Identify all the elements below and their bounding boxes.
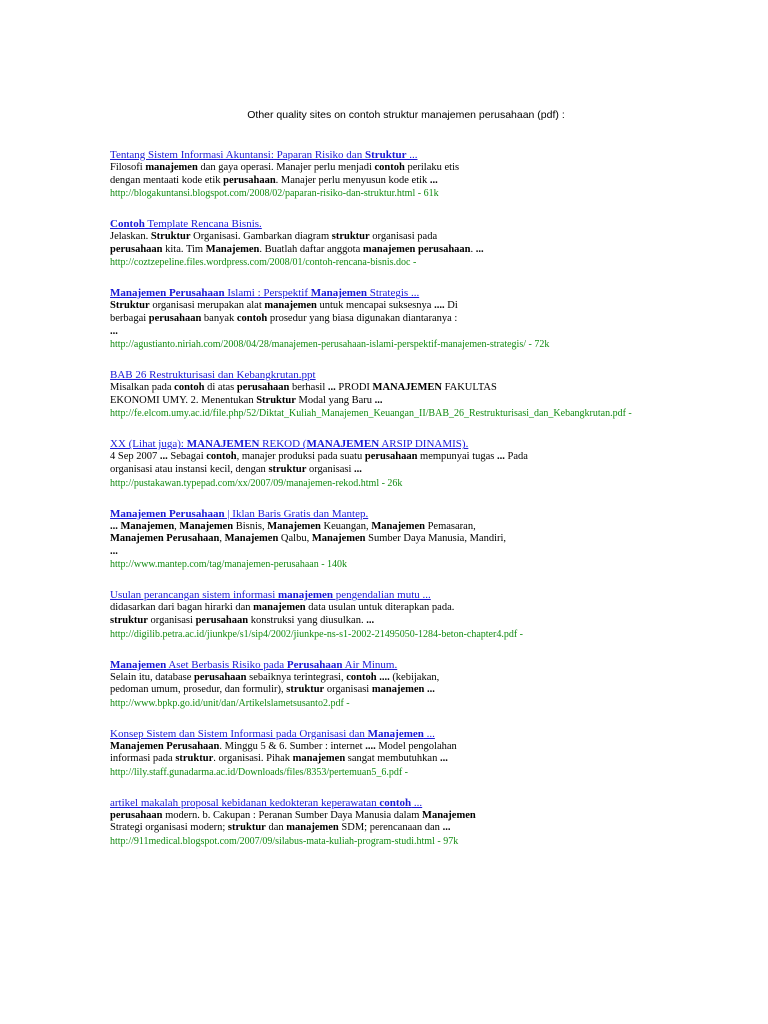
result-url: http://blogakuntansi.blogspot.com/2008/02/paparan-risiko-dan-struktur.html - 61k [110, 188, 439, 200]
keyword-highlight: manajemen perusahaan [362, 243, 471, 255]
keyword-highlight: Manajemen Perusahaan [110, 507, 225, 520]
search-result [110, 796, 710, 848]
result-url: http://lily.staff.gunadarma.ac.id/Downloads/files/8353/pertemuan5_6.pdf - [110, 766, 408, 778]
keyword-highlight: Manajemen Perusahaan [110, 287, 225, 300]
text-segment: (kebijakan, [389, 671, 440, 683]
result-snippet-line [110, 326, 710, 339]
keyword-highlight: Manajemen [205, 243, 260, 255]
result-url: http://digilib.petra.ac.id/jiunkpe/s1/sip4/2002/jiunkpe-ns-s1-2002-21495050-1284-beton-chapter4.pdf - [110, 628, 523, 640]
keyword-highlight: perusahaan [148, 312, 202, 324]
result-snippet-line [110, 231, 710, 244]
keyword-highlight: contoh [206, 451, 237, 463]
result-snippet-line [110, 741, 710, 754]
keyword-highlight: manajemen [286, 822, 339, 834]
text-segment: , [174, 520, 180, 532]
keyword-highlight: ... [429, 174, 438, 186]
text-segment: organisasi [306, 463, 354, 475]
text-segment: perilaku etis [404, 162, 460, 173]
text-segment: berbagai [110, 312, 149, 324]
text-segment: dan gaya operasi. Manajer perlu menjadi [197, 162, 375, 173]
keyword-highlight: Manajemen [371, 520, 425, 532]
result-title-link[interactable] [110, 217, 710, 231]
keyword-highlight: ... [366, 614, 375, 626]
keyword-highlight: Manajemen [267, 520, 321, 532]
text-segment: Misalkan pada [110, 382, 175, 394]
text-segment: berhasil [289, 382, 328, 394]
text-segment: organisasi merupakan alat [149, 300, 265, 312]
keyword-highlight: perusahaan [110, 243, 163, 255]
keyword-highlight: Struktur [110, 300, 150, 312]
text-segment: , manajer produksi pada suatu [236, 451, 365, 463]
keyword-highlight: MANAJEMEN [306, 438, 380, 451]
text-segment: Usulan perancangan sistem informasi [110, 589, 279, 602]
result-title-link[interactable] [110, 148, 710, 162]
text-segment: Konsep Sistem dan Sistem Informasi pada Organisasi dan [110, 727, 368, 740]
keyword-highlight: .... [434, 300, 445, 312]
text-segment: Sebagai [167, 451, 207, 463]
result-snippet-line [110, 313, 710, 326]
keyword-highlight: ... [110, 325, 118, 337]
keyword-highlight: Manajemen [110, 658, 167, 671]
result-url: http://www.mantep.com/tag/manajemen-perusahaan - 140k [110, 559, 348, 571]
text-segment: untuk mencapai suksesnya [316, 300, 435, 312]
text-segment: PRODI [335, 382, 373, 394]
text-segment: data usulan untuk diterapkan pada. [305, 602, 455, 614]
keyword-highlight: ... Manajemen [110, 520, 175, 532]
text-segment: Strategi organisasi modern; [110, 822, 228, 834]
text-segment: dan [265, 822, 287, 834]
text-segment: prosedur yang biasa digunakan diantaranya : [267, 312, 458, 324]
text-segment: ... [423, 727, 435, 740]
keyword-highlight: struktur [268, 463, 307, 475]
page-heading: Other quality sites on contoh struktur manajemen perusahaan (pdf) : [247, 109, 565, 121]
text-segment: informasi pada [110, 753, 176, 765]
text-segment: sebaiknya terintegrasi, [246, 671, 347, 683]
text-segment: Bisnis, [233, 520, 268, 532]
result-snippet-line [110, 175, 710, 188]
keyword-highlight: Manajemen [422, 809, 476, 821]
keyword-highlight: perusahaan [236, 382, 290, 394]
result-title-link[interactable] [110, 796, 710, 810]
keyword-highlight: perusahaan [193, 671, 247, 683]
text-segment: Pada [504, 451, 528, 463]
result-title-link[interactable] [110, 727, 710, 741]
keyword-highlight: Contoh [110, 218, 145, 231]
result-snippet-line [110, 464, 710, 477]
result-snippet-line [110, 672, 710, 685]
keyword-highlight: ... [354, 463, 362, 475]
keyword-highlight: Struktur [364, 149, 407, 161]
keyword-highlight: manajemen [264, 300, 317, 312]
keyword-highlight: manajemen [253, 602, 306, 614]
text-segment: | Iklan Baris Gratis dan Mantep. [224, 507, 369, 520]
keyword-highlight: ... [327, 382, 336, 394]
result-url: http://agustianto.niriah.com/2008/04/28/manajemen-perusahaan-islami-perspektif-manajemen-strategis/ - 72k [110, 339, 550, 351]
keyword-highlight: MANAJEMEN [372, 382, 442, 394]
text-segment: Selain itu, database [110, 671, 194, 683]
keyword-highlight: perusahaan [223, 174, 276, 186]
keyword-highlight: manajemen [145, 162, 198, 173]
text-segment: kita. Tim [162, 243, 206, 255]
text-segment: . organisasi. Pihak [213, 753, 293, 765]
text-segment: EKONOMI UMY. 2. Menentukan [110, 394, 257, 406]
search-result [110, 437, 710, 489]
result-snippet-line [110, 451, 710, 464]
result-url: http://911medical.blogspot.com/2007/09/silabus-mata-kuliah-program-studi.html - 97k [110, 836, 459, 848]
text-segment: Qalbu, [278, 533, 312, 545]
result-title-link[interactable] [110, 588, 710, 602]
text-segment: Tentang Sistem Informasi Akuntansi: Paparan Risiko dan [110, 149, 365, 161]
keyword-highlight: manajemen [292, 753, 346, 765]
result-snippet-line [110, 546, 710, 559]
keyword-highlight: struktur [227, 822, 266, 834]
text-segment: SDM; perencanaan dan [338, 822, 443, 834]
keyword-highlight: ... [374, 394, 383, 406]
result-title-link[interactable] [110, 437, 710, 451]
result-snippet-line [110, 395, 710, 408]
keyword-highlight: manajemen [278, 589, 334, 602]
keyword-highlight: Manajemen [367, 727, 424, 740]
result-snippet-line [110, 521, 710, 534]
search-result [110, 588, 710, 640]
keyword-highlight: ... [439, 753, 448, 765]
keyword-highlight: ... [159, 451, 168, 463]
keyword-highlight: struktur [110, 614, 148, 626]
keyword-highlight: contoh [346, 671, 377, 683]
text-segment: Jelaskan. [110, 231, 151, 243]
keyword-highlight: Manajemen Perusahaan [110, 533, 220, 545]
text-segment: Modal yang Baru [295, 394, 375, 406]
text-segment: sangat membutuhkan [345, 753, 440, 765]
result-url: http://pustakawan.typepad.com/xx/2007/09/manajemen-rekod.html - 26k [110, 477, 403, 489]
text-segment: artikel makalah proposal kebidanan kedokteran keperawatan [110, 796, 380, 809]
text-segment: Islami : Perspektif [224, 287, 311, 300]
keyword-highlight: .... [365, 740, 376, 752]
results-list [110, 148, 710, 865]
keyword-highlight: Manajemen [224, 533, 279, 545]
keyword-highlight: Manajemen [179, 520, 234, 532]
text-segment: Sumber Daya Manusia, Mandiri, [365, 533, 507, 545]
text-segment: Model pengolahan [375, 740, 457, 752]
text-segment: Di [444, 300, 458, 312]
keyword-highlight: struktur [331, 231, 370, 243]
keyword-highlight: Manajemen [311, 533, 366, 545]
keyword-highlight: Struktur [256, 394, 296, 406]
keyword-highlight: Perusahaan [286, 658, 343, 671]
text-segment: organisasi pada [369, 231, 438, 243]
keyword-highlight: ... [442, 822, 451, 834]
text-segment: . Minggu 5 & 6. Sumber : internet [219, 740, 366, 752]
result-snippet-line [110, 810, 710, 823]
keyword-highlight: struktur [175, 753, 214, 765]
text-segment: XX (Lihat juga): [110, 438, 187, 451]
text-segment: Air Minum. [342, 658, 398, 671]
text-segment: ... [411, 796, 423, 809]
text-segment: , [219, 533, 225, 545]
result-title-link[interactable] [110, 368, 710, 382]
keyword-highlight: ... [110, 545, 118, 557]
keyword-highlight: contoh [174, 382, 205, 394]
search-result [110, 658, 710, 710]
text-segment: banyak [201, 312, 237, 324]
text-segment: . [470, 243, 476, 255]
result-snippet-line [110, 615, 710, 628]
keyword-highlight: struktur [286, 684, 325, 696]
text-segment: BAB 26 Restrukturisasi dan Kebangkrutan.ppt [110, 369, 316, 382]
result-url: http://coztzepeline.files.wordpress.com/2008/01/contoh-rencana-bisnis.doc - [110, 257, 417, 269]
keyword-highlight: ... [426, 684, 435, 696]
text-segment: Filosofi [110, 162, 146, 173]
keyword-highlight: Manajemen Perusahaan [110, 740, 220, 752]
result-snippet-line [110, 162, 710, 175]
keyword-highlight: perusahaan [364, 451, 418, 463]
result-url: http://fe.elcom.umy.ac.id/file.php/52/Diktat_Kuliah_Manajemen_Keuangan_II/BAB_26_Restrukturisasi_dan_Kebangkrutan.pdf - [110, 408, 632, 420]
text-segment: pengendalian mutu ... [333, 589, 431, 602]
keyword-highlight: Manajemen [310, 287, 367, 300]
text-segment: REKOD ( [259, 438, 307, 451]
text-segment: konstruksi yang diusulkan. [248, 614, 367, 626]
text-segment: Template Rencana Bisnis. [144, 218, 262, 231]
text-segment: modern. b. Cakupan : Peranan Sumber Daya Manusia dalam [162, 809, 423, 821]
result-title-link[interactable] [110, 507, 710, 521]
text-segment: Organisasi. Gambarkan diagram [190, 231, 332, 243]
search-result [110, 148, 710, 200]
keyword-highlight: manajemen [371, 684, 425, 696]
keyword-highlight: contoh [236, 312, 268, 324]
keyword-highlight: perusahaan [195, 614, 249, 626]
result-url: http://www.bpkp.go.id/unit/dan/Artikelslametsusanto2.pdf - [110, 697, 350, 709]
keyword-highlight: perusahaan [110, 809, 163, 821]
result-snippet-line [110, 244, 710, 257]
result-title-link[interactable] [110, 286, 710, 300]
result-snippet-line [110, 602, 710, 615]
text-segment: dengan mentaati kode etik [110, 174, 224, 186]
text-segment: . Manajer perlu menyusun kode etik [275, 174, 430, 186]
keyword-highlight: ... [475, 243, 484, 255]
result-snippet-line [110, 753, 710, 766]
result-title-link[interactable] [110, 658, 710, 672]
keyword-highlight: MANAJEMEN [186, 438, 260, 451]
keyword-highlight: contoh [379, 796, 412, 809]
text-segment: Strategis ... [366, 287, 420, 300]
search-result [110, 507, 710, 572]
text-segment: pedoman umum, prosedur, dan formulir), [110, 684, 287, 696]
text-segment: Keuangan, [320, 520, 372, 532]
text-segment: ... [406, 149, 418, 161]
search-result [110, 217, 710, 269]
search-result [110, 727, 710, 779]
text-segment: organisasi atau instansi kecil, dengan [110, 463, 269, 475]
result-snippet-line [110, 382, 710, 395]
text-segment: 4 Sep 2007 [110, 451, 160, 463]
result-snippet-line [110, 533, 710, 546]
keyword-highlight: ... [497, 451, 505, 463]
text-segment: di atas [204, 382, 237, 394]
result-snippet-line [110, 822, 710, 835]
result-snippet-line [110, 684, 710, 697]
text-segment: didasarkan dari bagan hirarki dan [110, 602, 254, 614]
text-segment: FAKULTAS [441, 382, 497, 394]
text-segment: organisasi [324, 684, 372, 696]
search-result [110, 286, 710, 351]
keyword-highlight: Struktur [150, 231, 191, 243]
keyword-highlight: .... [379, 671, 390, 683]
keyword-highlight: contoh [374, 162, 405, 173]
text-segment: . Buatlah daftar anggota [259, 243, 363, 255]
text-segment: mempunyai tugas [417, 451, 498, 463]
text-segment: ARSIP DINAMIS). [379, 438, 469, 451]
text-segment: Aset Berbasis Risiko pada [166, 658, 287, 671]
text-segment: Pemasaran, [424, 520, 476, 532]
result-snippet-line [110, 300, 710, 313]
text-segment: organisasi [147, 614, 196, 626]
search-result [110, 368, 710, 420]
